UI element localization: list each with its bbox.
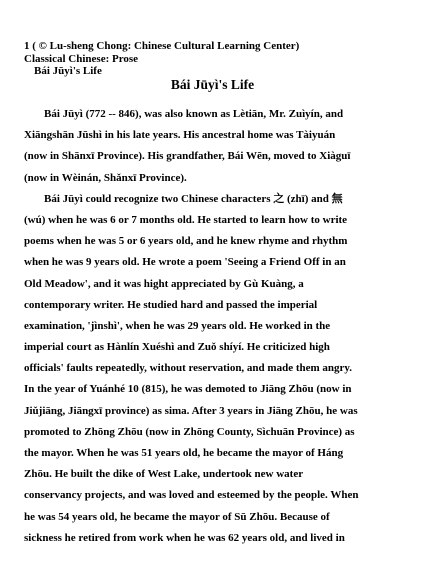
- document-header: [24, 40, 299, 78]
- text-line: Xiāngshān Jūshì in his late years. His ancestral home was Tàiyuán: [24, 129, 336, 142]
- text-line: imperial court as Hànlín Xuéshì and Zuǒ shíyí. He criticized high: [24, 341, 330, 354]
- text-line: he was 54 years old, he became the mayor of Sū Zhōu. Because of: [24, 510, 330, 523]
- text-line: promoted to Zhōng Zhōu (now in Zhōng County, Sìchuān Province) as: [24, 425, 355, 438]
- text-line: officials' faults repeatedly, without reservation, and made them angry.: [24, 362, 353, 375]
- text-line: sickness he retired from work when he was 62 years old, and lived in: [24, 531, 345, 544]
- text-line: when he was 9 years old. He wrote a poem 'Seeing a Friend Off in an: [24, 256, 346, 269]
- text-line: examination, 'jìnshì', when he was 29 years old. He worked in the: [24, 319, 331, 332]
- header-copyright-line: 1 ( © Lu-sheng Chong: Chinese Cultural Learning Center): [24, 40, 300, 52]
- text-line: contemporary writer. He studied hard and passed the imperial: [24, 298, 318, 311]
- text-line: poems when he was 5 or 6 years old, and he knew rhyme and rhythm: [24, 235, 348, 248]
- text-line: Bái Jūyì (772 -- 846), was also known as Lètiān, Mr. Zuìyín, and: [44, 108, 344, 120]
- text-line: Old Meadow', and it was hight appreciated by Gù Kuàng, a: [24, 277, 304, 290]
- text-line: Zhōu. He built the dike of West Lake, undertook new water: [24, 468, 304, 481]
- text-line: (wú) when he was 6 or 7 months old. He started to learn how to write: [24, 213, 348, 226]
- text-line: Bái Jūyì could recognize two Chinese characters 之 (zhī) and 無: [44, 192, 343, 205]
- text-line: In the year of Yuánhé 10 (815), he was demoted to Jiāng Zhōu (now in: [24, 383, 352, 396]
- text-line: Jiǔjiāng, Jiāngxī province) as sima. After 3 years in Jiāng Zhōu, he was: [24, 404, 358, 417]
- page-title: Bái Jūyì's Life: [170, 77, 255, 92]
- header-course-line: Classical Chinese: Prose: [24, 52, 139, 65]
- body-text: [24, 104, 417, 549]
- text-line: (now in Shānxī Province). His grandfather, Bái Wēn, moved to Xiàguī: [24, 150, 351, 163]
- text-line: the mayor. When he was 51 years old, he became the mayor of Háng: [24, 447, 344, 459]
- text-line: (now in Wèinán, Shǎnxī Province).: [24, 171, 187, 184]
- header-lesson-line: Bái Jūyì's Life: [34, 65, 102, 77]
- text-line: conservancy projects, and was loved and esteemed by the people. When: [24, 489, 359, 502]
